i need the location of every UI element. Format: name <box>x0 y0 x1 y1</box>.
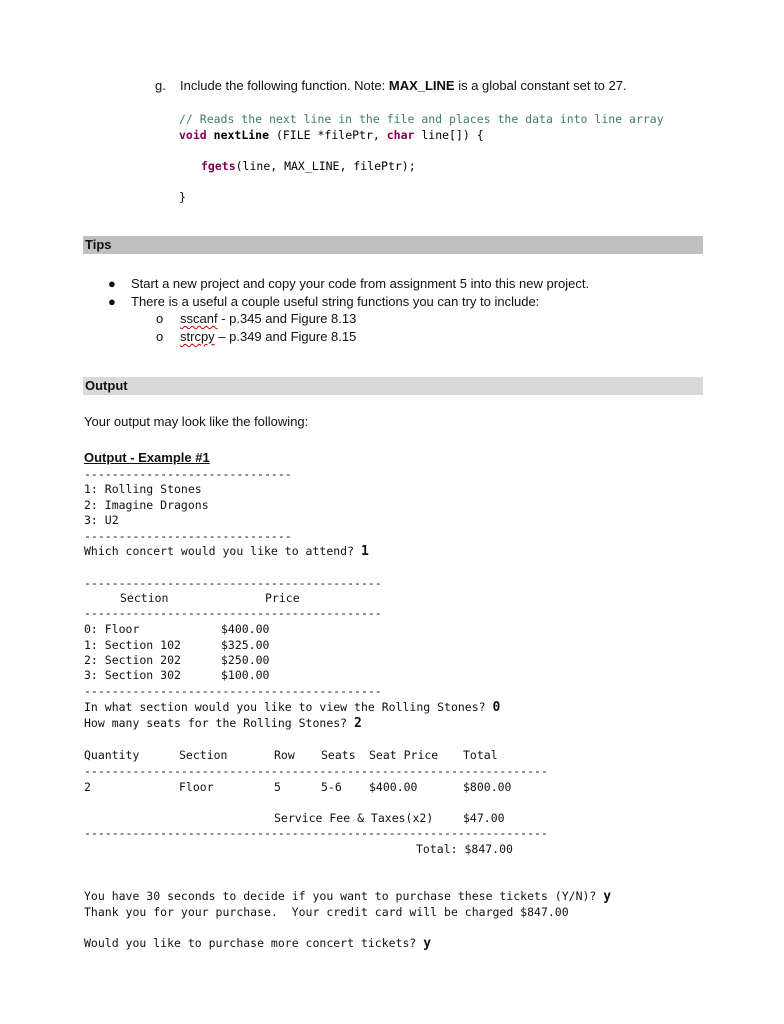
summary-total: $800.00 <box>463 780 512 794</box>
section-price: $250.00 <box>221 653 270 667</box>
grand-total <box>416 842 513 856</box>
fee-label: Service Fee & Taxes(x2) <box>274 811 434 825</box>
output-heading-bar <box>83 377 703 395</box>
thank-you-message: Thank you for your purchase. Your credit card will be charged $847.00 <box>84 905 569 919</box>
purchase-prompt-text: You have 30 seconds to decide if you want to purchase these tickets (Y/N)? <box>84 889 604 903</box>
summary-row: 5 <box>274 780 281 794</box>
divider: ------------------------------ <box>84 529 292 543</box>
divider: ------------------------------------------- <box>84 576 382 590</box>
column-header-price: Price <box>265 591 300 605</box>
seats-answer: 2 <box>354 716 362 731</box>
grand-total-value: $847.00 <box>464 842 513 856</box>
keyword-void: void <box>179 128 207 142</box>
item-g-text-after: is a global constant set to 27. <box>454 78 627 93</box>
summary-header-seat-price: Seat Price <box>369 748 439 762</box>
function-name: nextLine <box>213 128 270 142</box>
signature-params-1: (FILE *filePtr, <box>269 128 387 142</box>
keyword-char: char <box>386 128 415 142</box>
divider: ------------------------------------------------------------------- <box>84 826 548 840</box>
fee-value: $47.00 <box>463 811 505 825</box>
summary-header-seats: Seats <box>321 748 356 762</box>
divider: ------------------------------------------- <box>84 606 382 620</box>
grand-total-label: Total: <box>416 842 465 856</box>
section-label: 0: Floor <box>84 622 140 636</box>
fgets-call: fgets <box>201 159 236 173</box>
output-heading: Output <box>85 378 128 393</box>
section-label: 1: Section 102 <box>84 638 181 652</box>
sub-bullet-icon: o <box>156 329 164 344</box>
bullet-icon: ● <box>108 276 116 291</box>
list-marker-g: g. <box>155 78 166 93</box>
fgets-args: (line, MAX_LINE, filePtr); <box>235 159 416 173</box>
strcpy-reference: – p.349 and Figure 8.15 <box>214 329 357 344</box>
concert-answer: 1 <box>360 544 369 559</box>
purchase-prompt <box>84 889 611 904</box>
signature-params-2: line[]) { <box>414 128 484 142</box>
concert-prompt <box>84 544 369 559</box>
tip-subitem-strcpy <box>180 329 356 344</box>
code-body <box>201 159 416 173</box>
sscanf-reference: - p.345 and Figure 8.13 <box>217 311 357 326</box>
section-price: $325.00 <box>221 638 270 652</box>
section-answer: 0 <box>492 700 501 715</box>
concert-prompt-text: Which concert would you like to attend? <box>84 544 361 558</box>
section-prompt-text: In what section would you like to view the Rolling Stones? <box>84 700 493 714</box>
section-label: 2: Section 202 <box>84 653 181 667</box>
sscanf-function-name: sscanf <box>180 311 218 326</box>
strcpy-function-name: strcpy <box>180 329 215 344</box>
bullet-icon: ● <box>108 294 116 309</box>
item-g-text-before: Include the following function. Note: <box>180 78 389 93</box>
summary-section: Floor <box>179 780 214 794</box>
more-tickets-prompt-text: Would you like to purchase more concert tickets? <box>84 936 424 950</box>
section-price: $400.00 <box>221 622 270 636</box>
item-g-text <box>180 78 627 93</box>
divider: ------------------------------------------- <box>84 684 382 698</box>
code-comment: // Reads the next line in the file and places the data into line array <box>179 112 664 126</box>
seats-prompt-text: How many seats for the Rolling Stones? <box>84 716 355 730</box>
tips-heading: Tips <box>85 237 112 252</box>
tips-heading-bar <box>83 236 703 254</box>
seats-prompt <box>84 716 362 731</box>
more-tickets-prompt <box>84 936 431 951</box>
summary-header-total: Total <box>463 748 498 762</box>
purchase-answer: y <box>603 889 612 904</box>
summary-seats: 5-6 <box>321 780 342 794</box>
divider: ------------------------------ <box>84 467 292 481</box>
section-label: 3: Section 302 <box>84 668 181 682</box>
concert-option-3: 3: U2 <box>84 513 119 527</box>
summary-seat-price: $400.00 <box>369 780 418 794</box>
summary-header-row: Row <box>274 748 295 762</box>
summary-quantity: 2 <box>84 780 91 794</box>
summary-header-quantity: Quantity <box>84 748 140 762</box>
output-intro: Your output may look like the following: <box>84 414 309 429</box>
concert-option-1: 1: Rolling Stones <box>84 482 202 496</box>
more-tickets-answer: y <box>423 936 432 951</box>
concert-option-2: 2: Imagine Dragons <box>84 498 209 512</box>
tip-item-1: Start a new project and copy your code from assignment 5 into this new project. <box>131 276 590 291</box>
code-signature <box>179 128 484 142</box>
tip-subitem-sscanf <box>180 311 356 326</box>
section-price: $100.00 <box>221 668 270 682</box>
summary-header-section: Section <box>179 748 228 762</box>
divider: ------------------------------------------------------------------- <box>84 764 548 778</box>
max-line-constant: MAX_LINE <box>388 78 455 93</box>
code-close-brace: } <box>179 190 186 204</box>
section-prompt <box>84 700 500 715</box>
example-title: Output - Example #1 <box>84 450 210 465</box>
column-header-section: Section <box>120 591 169 605</box>
sub-bullet-icon: o <box>156 311 164 326</box>
tip-item-2: There is a useful a couple useful string functions you can try to include: <box>131 294 540 309</box>
